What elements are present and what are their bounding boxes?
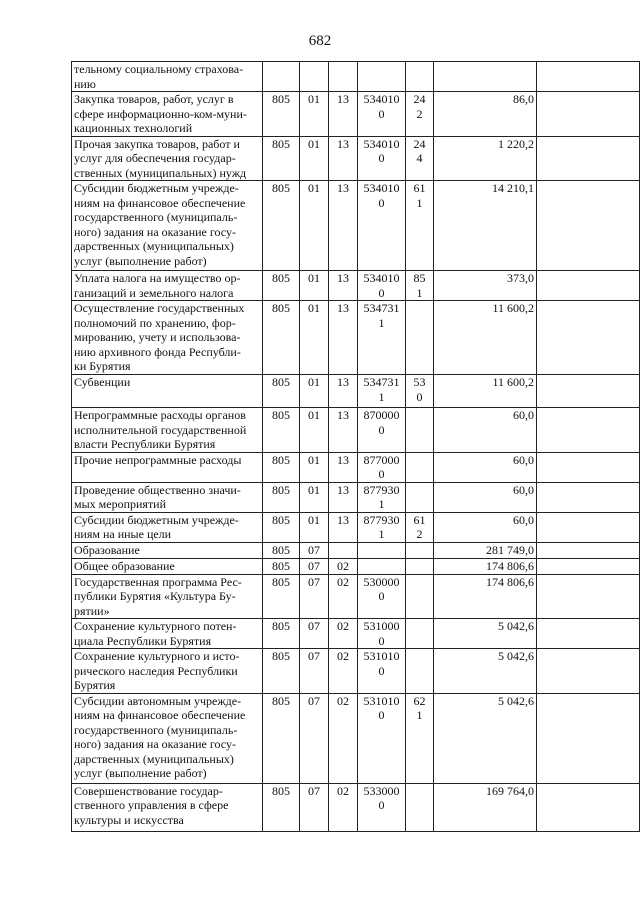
- row-ministry-code: 805: [263, 619, 300, 649]
- row-empty: [537, 512, 640, 542]
- budget-table: [71, 61, 640, 832]
- row-subsection-code: 13: [329, 136, 358, 181]
- row-name: Осуществление государственных полномочий по хранению, фор- мированию, учету и использова- нию архивного фонда Республи- ки Бурятия: [72, 301, 263, 375]
- row-name: Непрограммные расходы органов исполнительной государственной власти Республики Бурятия: [72, 408, 263, 453]
- row-section-code: 01: [300, 482, 329, 512]
- row-empty: [537, 408, 640, 453]
- row-name: Прочая закупка товаров, работ и услуг для обеспечения государ- ственных (муниципальных) нужд: [72, 136, 263, 181]
- row-section-code: 01: [300, 92, 329, 137]
- row-amount: 60,0: [434, 452, 537, 482]
- row-amount: 174 806,6: [434, 558, 537, 574]
- table-row: [72, 136, 640, 181]
- row-ministry-code: 805: [263, 452, 300, 482]
- row-empty: [537, 542, 640, 558]
- row-section-code: 01: [300, 271, 329, 301]
- row-target-article: 534010 0: [358, 181, 406, 271]
- row-target-article: 531010 0: [358, 693, 406, 783]
- row-amount: 86,0: [434, 92, 537, 137]
- row-empty: [537, 301, 640, 375]
- table-row: [72, 271, 640, 301]
- row-expense-type: [406, 482, 434, 512]
- row-amount: 174 806,6: [434, 574, 537, 619]
- row-subsection-code: 13: [329, 301, 358, 375]
- row-section-code: 01: [300, 512, 329, 542]
- row-section-code: 07: [300, 649, 329, 694]
- row-ministry-code: 805: [263, 301, 300, 375]
- row-section-code: 07: [300, 542, 329, 558]
- row-expense-type: [406, 62, 434, 92]
- row-amount: 1 220,2: [434, 136, 537, 181]
- row-expense-type: [406, 558, 434, 574]
- row-section-code: 07: [300, 574, 329, 619]
- row-empty: [537, 136, 640, 181]
- row-empty: [537, 482, 640, 512]
- row-amount: 11 600,2: [434, 375, 537, 408]
- row-subsection-code: 02: [329, 783, 358, 831]
- table-row: [72, 482, 640, 512]
- row-target-article: 534010 0: [358, 271, 406, 301]
- table-row: [72, 558, 640, 574]
- row-target-article: [358, 542, 406, 558]
- row-name: Прочие непрограммные расходы: [72, 452, 263, 482]
- row-target-article: 877000 0: [358, 452, 406, 482]
- row-subsection-code: 02: [329, 619, 358, 649]
- row-expense-type: [406, 574, 434, 619]
- table-row: [72, 408, 640, 453]
- table-body: [72, 62, 640, 832]
- row-subsection-code: 13: [329, 181, 358, 271]
- row-target-article: 877930 1: [358, 512, 406, 542]
- table-row: [72, 783, 640, 831]
- table-row: [72, 92, 640, 137]
- row-empty: [537, 783, 640, 831]
- row-ministry-code: 805: [263, 558, 300, 574]
- row-subsection-code: 02: [329, 558, 358, 574]
- table-row: [72, 375, 640, 408]
- row-subsection-code: 13: [329, 452, 358, 482]
- row-section-code: 01: [300, 452, 329, 482]
- table-row: [72, 181, 640, 271]
- row-section-code: 07: [300, 619, 329, 649]
- row-section-code: 07: [300, 558, 329, 574]
- row-section-code: 01: [300, 375, 329, 408]
- row-subsection-code: [329, 62, 358, 92]
- row-target-article: 534731 1: [358, 301, 406, 375]
- row-amount: 373,0: [434, 271, 537, 301]
- row-subsection-code: 13: [329, 92, 358, 137]
- row-ministry-code: 805: [263, 574, 300, 619]
- row-amount: 5 042,6: [434, 649, 537, 694]
- row-ministry-code: 805: [263, 181, 300, 271]
- row-expense-type: [406, 408, 434, 453]
- table-row: [72, 574, 640, 619]
- row-empty: [537, 181, 640, 271]
- row-empty: [537, 375, 640, 408]
- row-target-article: [358, 62, 406, 92]
- table-row: [72, 452, 640, 482]
- row-amount: 60,0: [434, 408, 537, 453]
- row-amount: 281 749,0: [434, 542, 537, 558]
- row-subsection-code: 02: [329, 649, 358, 694]
- row-expense-type: 85 1: [406, 271, 434, 301]
- row-ministry-code: 805: [263, 512, 300, 542]
- row-ministry-code: 805: [263, 375, 300, 408]
- table-row: [72, 512, 640, 542]
- row-expense-type: [406, 649, 434, 694]
- row-amount: [434, 62, 537, 92]
- row-expense-type: 24 2: [406, 92, 434, 137]
- row-ministry-code: [263, 62, 300, 92]
- row-expense-type: [406, 783, 434, 831]
- row-section-code: 01: [300, 408, 329, 453]
- row-name: Сохранение культурного потен- циала Республики Бурятия: [72, 619, 263, 649]
- row-name: Общее образование: [72, 558, 263, 574]
- row-expense-type: [406, 542, 434, 558]
- row-name: Субсидии автономным учрежде- ниям на финансовое обеспечение государственного (муниципаль- ного) задания на оказание госу- дарственных (муниципальных) услуг (выполнение работ): [72, 693, 263, 783]
- row-amount: 5 042,6: [434, 619, 537, 649]
- row-name: Субсидии бюджетным учрежде- ниям на иные цели: [72, 512, 263, 542]
- row-expense-type: 53 0: [406, 375, 434, 408]
- table-row: [72, 619, 640, 649]
- row-section-code: [300, 62, 329, 92]
- row-name: Сохранение культурного и исто- рического наследия Республики Бурятия: [72, 649, 263, 694]
- row-section-code: 01: [300, 136, 329, 181]
- row-expense-type: [406, 619, 434, 649]
- row-ministry-code: 805: [263, 783, 300, 831]
- table-row: [72, 62, 640, 92]
- row-section-code: 07: [300, 693, 329, 783]
- row-ministry-code: 805: [263, 649, 300, 694]
- row-target-article: 534010 0: [358, 92, 406, 137]
- row-expense-type: [406, 452, 434, 482]
- row-ministry-code: 805: [263, 693, 300, 783]
- row-subsection-code: 02: [329, 693, 358, 783]
- row-expense-type: 61 1: [406, 181, 434, 271]
- row-target-article: 870000 0: [358, 408, 406, 453]
- row-amount: 11 600,2: [434, 301, 537, 375]
- row-subsection-code: 13: [329, 408, 358, 453]
- table-row: [72, 301, 640, 375]
- row-ministry-code: 805: [263, 408, 300, 453]
- row-target-article: 534010 0: [358, 136, 406, 181]
- row-name: Образование: [72, 542, 263, 558]
- row-empty: [537, 452, 640, 482]
- row-empty: [537, 619, 640, 649]
- row-target-article: 533000 0: [358, 783, 406, 831]
- row-name: Закупка товаров, работ, услуг в сфере информационно-ком-муни- кационных технологий: [72, 92, 263, 137]
- row-target-article: 877930 1: [358, 482, 406, 512]
- row-subsection-code: 13: [329, 482, 358, 512]
- page-number: 682: [308, 33, 332, 49]
- row-empty: [537, 92, 640, 137]
- row-expense-type: 61 2: [406, 512, 434, 542]
- row-subsection-code: 02: [329, 574, 358, 619]
- row-expense-type: [406, 301, 434, 375]
- row-name: Субсидии бюджетным учрежде- ниям на финансовое обеспечение государственного (муниципаль- ного) задания на оказание госу- дарственных (муниципальных) услуг (выполнение работ): [72, 181, 263, 271]
- row-subsection-code: [329, 542, 358, 558]
- row-empty: [537, 271, 640, 301]
- row-name: Уплата налога на имущество ор- ганизаций и земельного налога: [72, 271, 263, 301]
- row-subsection-code: 13: [329, 271, 358, 301]
- table-row: [72, 693, 640, 783]
- row-amount: 60,0: [434, 512, 537, 542]
- row-ministry-code: 805: [263, 92, 300, 137]
- row-empty: [537, 558, 640, 574]
- row-amount: 60,0: [434, 482, 537, 512]
- row-ministry-code: 805: [263, 542, 300, 558]
- row-name: Совершенствование государ- ственного управления в сфере культуры и искусства: [72, 783, 263, 831]
- row-subsection-code: 13: [329, 375, 358, 408]
- row-target-article: 534731 1: [358, 375, 406, 408]
- row-target-article: 530000 0: [358, 574, 406, 619]
- row-ministry-code: 805: [263, 271, 300, 301]
- row-name: Государственная программа Рес- публики Бурятия «Культура Бу- рятии»: [72, 574, 263, 619]
- row-section-code: 07: [300, 783, 329, 831]
- row-section-code: 01: [300, 301, 329, 375]
- row-subsection-code: 13: [329, 512, 358, 542]
- row-target-article: 531010 0: [358, 649, 406, 694]
- row-empty: [537, 574, 640, 619]
- row-target-article: [358, 558, 406, 574]
- row-section-code: 01: [300, 181, 329, 271]
- row-expense-type: 62 1: [406, 693, 434, 783]
- row-name: Субвенции: [72, 375, 263, 408]
- row-ministry-code: 805: [263, 136, 300, 181]
- row-empty: [537, 649, 640, 694]
- row-name: Проведение общественно значи- мых мероприятий: [72, 482, 263, 512]
- table-row: [72, 649, 640, 694]
- row-expense-type: 24 4: [406, 136, 434, 181]
- row-amount: 169 764,0: [434, 783, 537, 831]
- row-target-article: 531000 0: [358, 619, 406, 649]
- row-ministry-code: 805: [263, 482, 300, 512]
- table-row: [72, 542, 640, 558]
- row-name: тельному социальному страхова- нию: [72, 62, 263, 92]
- row-amount: 14 210,1: [434, 181, 537, 271]
- row-empty: [537, 62, 640, 92]
- row-amount: 5 042,6: [434, 693, 537, 783]
- row-empty: [537, 693, 640, 783]
